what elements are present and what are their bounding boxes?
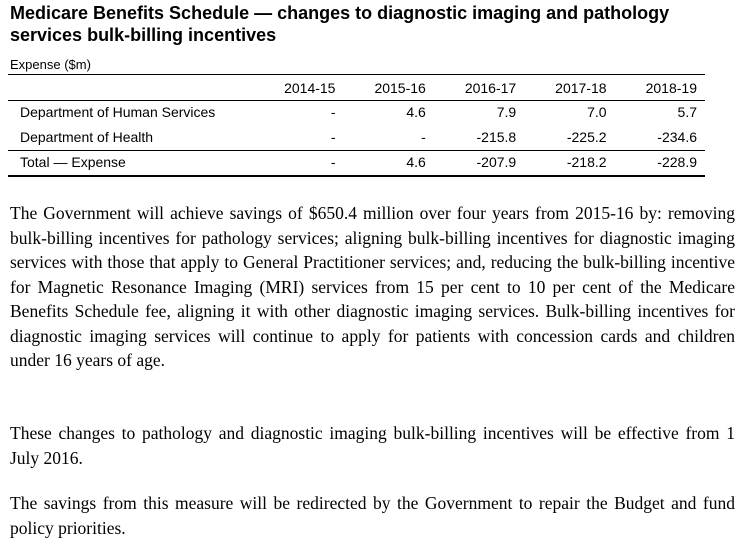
table-cell: -225.2 [566, 129, 607, 145]
table-cell: 4.6 [406, 154, 426, 170]
body-paragraph: These changes to pathology and diagnostic imaging bulk-billing incentives will be effective from 1 July 2016. [10, 423, 735, 468]
table-top-rule [8, 74, 705, 75]
table-cell: -218.2 [566, 154, 607, 170]
body-paragraph: The Government will achieve savings of $650.4 million over four years from 2015-16 by: removing bulk-billing incentives for pathology services; aligning bulk-billing incentives for diagnostic imaging services with those that apply to General Practitioner services; and, reducing the bulk-billing incentive for Magnetic Resonance Imaging (MRI) services from 15 per cent to 10 per cent of the Medicare Benefits Schedule fee, aligning it with other diagnostic imaging services. Bulk-billing incentives for diagnostic imaging services will continue to apply for patients with concession cards and children under 16 years of age. [10, 203, 735, 370]
table-row [8, 125, 705, 150]
table-cell: 7.0 [587, 104, 607, 120]
table-cell: 4.6 [406, 104, 426, 120]
row-label: Department of Health [20, 129, 154, 145]
table-cell: - [421, 129, 426, 145]
table-row [8, 100, 705, 125]
column-header: 2015-16 [374, 80, 426, 96]
measure-heading: Medicare Benefits Schedule — changes to diagnostic imaging and pathology services bulk-billing incentives [10, 3, 670, 45]
column-header: 2017-18 [555, 80, 607, 96]
table-cell: 5.7 [677, 104, 697, 120]
table-cell: - [330, 129, 336, 145]
table-cell: -228.9 [657, 154, 697, 170]
table-cell: -215.8 [476, 129, 517, 145]
table-unit-label: Expense ($m) [10, 57, 91, 72]
column-header: 2018-19 [645, 80, 697, 96]
table-header-row [8, 76, 705, 100]
table-cell: -234.6 [657, 129, 697, 145]
table-cell: - [330, 154, 336, 170]
body-paragraph: The savings from this measure will be redirected by the Government to repair the Budget and fund policy priorities. [10, 493, 735, 538]
table-bottom-rule [8, 175, 705, 177]
table-cell: -207.9 [476, 154, 517, 170]
column-header: 2014-15 [284, 80, 336, 96]
column-header: 2016-17 [464, 80, 517, 96]
expense-table [8, 76, 705, 175]
row-label: Total — Expense [20, 154, 126, 170]
table-cell: - [330, 104, 336, 120]
row-label: Department of Human Services [20, 104, 216, 120]
table-cell: 7.9 [496, 104, 517, 120]
column-header [8, 76, 260, 100]
table-total-row [8, 150, 705, 175]
